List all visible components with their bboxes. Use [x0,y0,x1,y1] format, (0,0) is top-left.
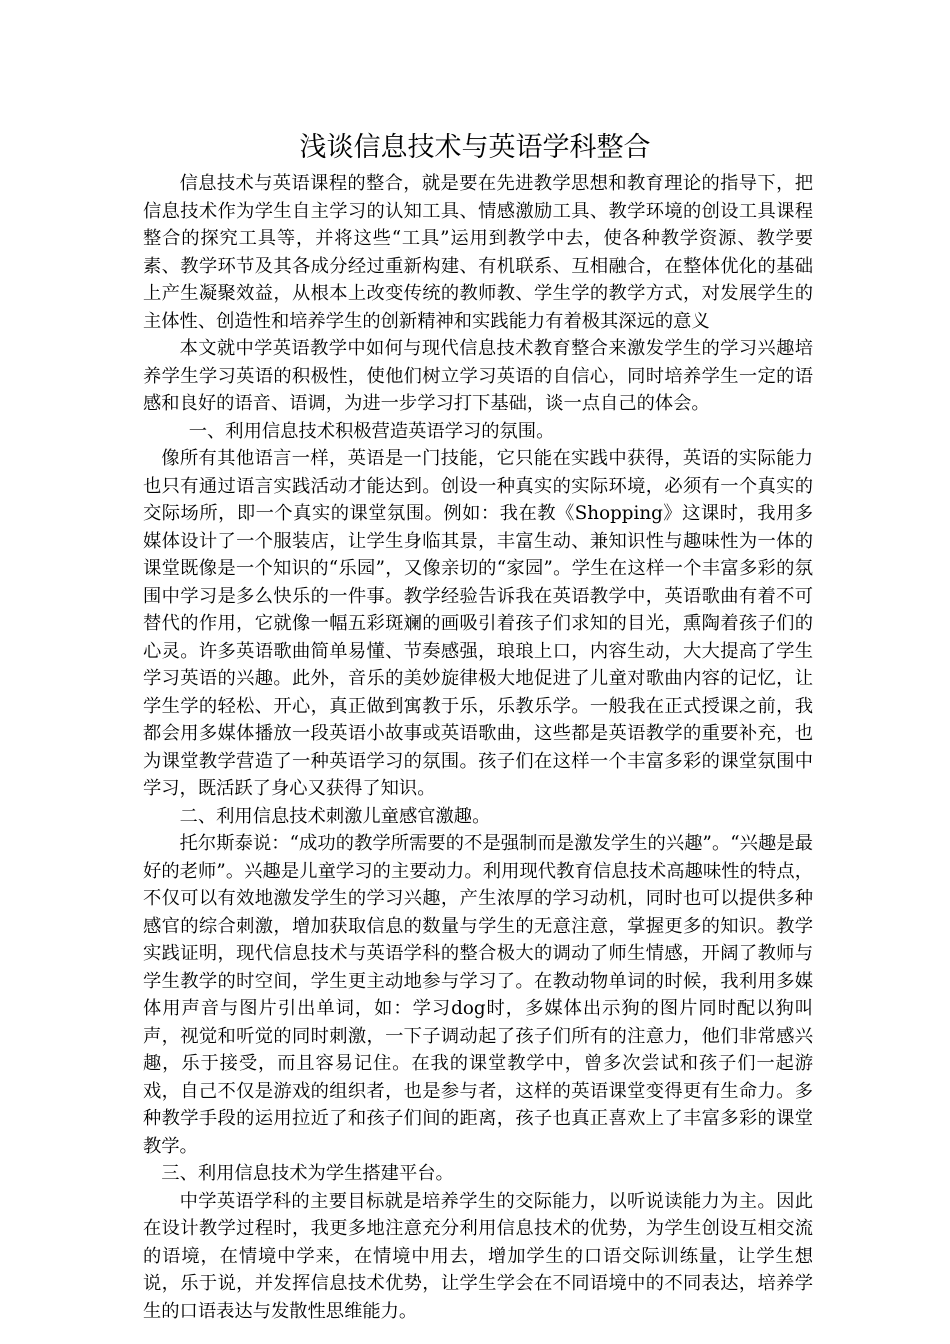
section-heading-1: 一、利用信息技术积极营造英语学习的氛围。 [188,420,555,442]
paragraph-section-2: 托尔斯泰说：“成功的教学所需要的不是强制而是激发学生的兴趣”。“兴趣是最好的老师”。兴趣是儿童学习的主要动力。利用现代教育信息技术高趣味性的特点，不仅可以有效地激发学生的学习兴趣，产生浓厚的学习动机，同时也可以提供多种感官的综合刺激，增加获取信息的数量与学生的无意注意，掌握更多的知识。教学实践证明，现代信息技术与英语学科的整合极大的调动了师生情感，开阔了教师与学生教学的时空间，学生更主动地参与学习了。在教动物单词的时候，我利用多媒体用声音与图片引出单词，如：学习dog时，多媒体出示狗的图片同时配以狗叫声，视觉和听觉的同时刺激，一下子调动起了孩子们所有的注意力，他们非常感兴趣，乐于接受，而且容易记住。在我的课堂教学中，曾多次尝试和孩子们一起游戏，自己不仅是游戏的组织者，也是参与者，这样的英语课堂变得更有生命力。多种教学手段的运用拉近了和孩子们间的距离，孩子也真正喜欢上了丰富多彩的课堂教学。 [143,833,813,1157]
section-heading-2: 二、利用信息技术刺激儿童感官激趣。 [179,805,491,827]
paragraph-section-1: 像所有其他语言一样，英语是一门技能，它只能在实践中获得，英语的实际能力也只有通过语言实践活动才能达到。创设一种真实的实际环境，必须有一个真实的交际场所，即一个真实的课堂氛围。例如：我在教《Shopping》这课时，我用多媒体设计了一个服装店，让学生身临其景，丰富生动、兼知识性与趣味性为一体的课堂既像是一个知识的“乐园”，又像亲切的“家园”。学生在这样一个丰富多彩的氛围中学习是多么快乐的一件事。教学经验告诉我在英语教学中，英语歌曲有着不可替代的作用，它就像一幅五彩斑斓的画吸引着孩子们求知的目光，熏陶着孩子们的心灵。许多英语歌曲简单易懂、节奏感强，琅琅上口，内容生动，大大提高了学生学习英语的兴趣。此外，音乐的美妙旋律极大地促进了儿童对歌曲内容的记忆，让学生学的轻松、开心，真正做到寓教于乐，乐教乐学。一般我在正式授课之前，我都会用多媒体播放一段英语小故事或英语歌曲，这些都是英语教学的重要补充，也为课堂教学营造了一种英语学习的氛围。孩子们在这样一个丰富多彩的课堂氛围中学习，既活跃了身心又获得了知识。 [143,448,813,799]
paragraph-intro: 信息技术与英语课程的整合，就是要在先进教学思想和教育理论的指导下，把信息技术作为学生自主学习的认知工具、情感激励工具、教学环境的创设工具课程整合的探究工具等，并将这些“工具”运用到教学中去，使各种教学资源、教学要素、教学环节及其各成分经过重新构建、有机联系、互相融合，在整体优化的基础上产生凝聚效益，从根本上改变传统的教师教、学生学的教学方式，对发展学生的主体性、创造性和培养学生的创新精神和实践能力有着极其深远的意义 [143,173,813,332]
paragraph-purpose: 本文就中学英语教学中如何与现代信息技术教育整合来激发学生的学习兴趣培养学生学习英语的积极性，使他们树立学习英语的自信心，同时培养学生一定的语感和良好的语音、语调，为进一步学习打下基础，谈一点自己的体会。 [143,338,813,414]
document-title: 浅谈信息技术与英语学科整合 [299,132,651,163]
paragraph-section-3: 中学英语学科的主要目标就是培养学生的交际能力，以听说读能力为主。因此在设计教学过程时，我更多地注意充分利用信息技术的优势，为学生创设互相交流的语境，在情境中学来，在情境中用去，增加学生的口语交际训练量，让学生想说，乐于说，并发挥信息技术优势，让学生学会在不同语境中的不同表达，培养学生的口语表达与发散性思维能力。 [143,1190,813,1322]
section-heading-3: 三、利用信息技术为学生搭建平台。 [161,1163,454,1184]
document-body [143,170,813,1325]
